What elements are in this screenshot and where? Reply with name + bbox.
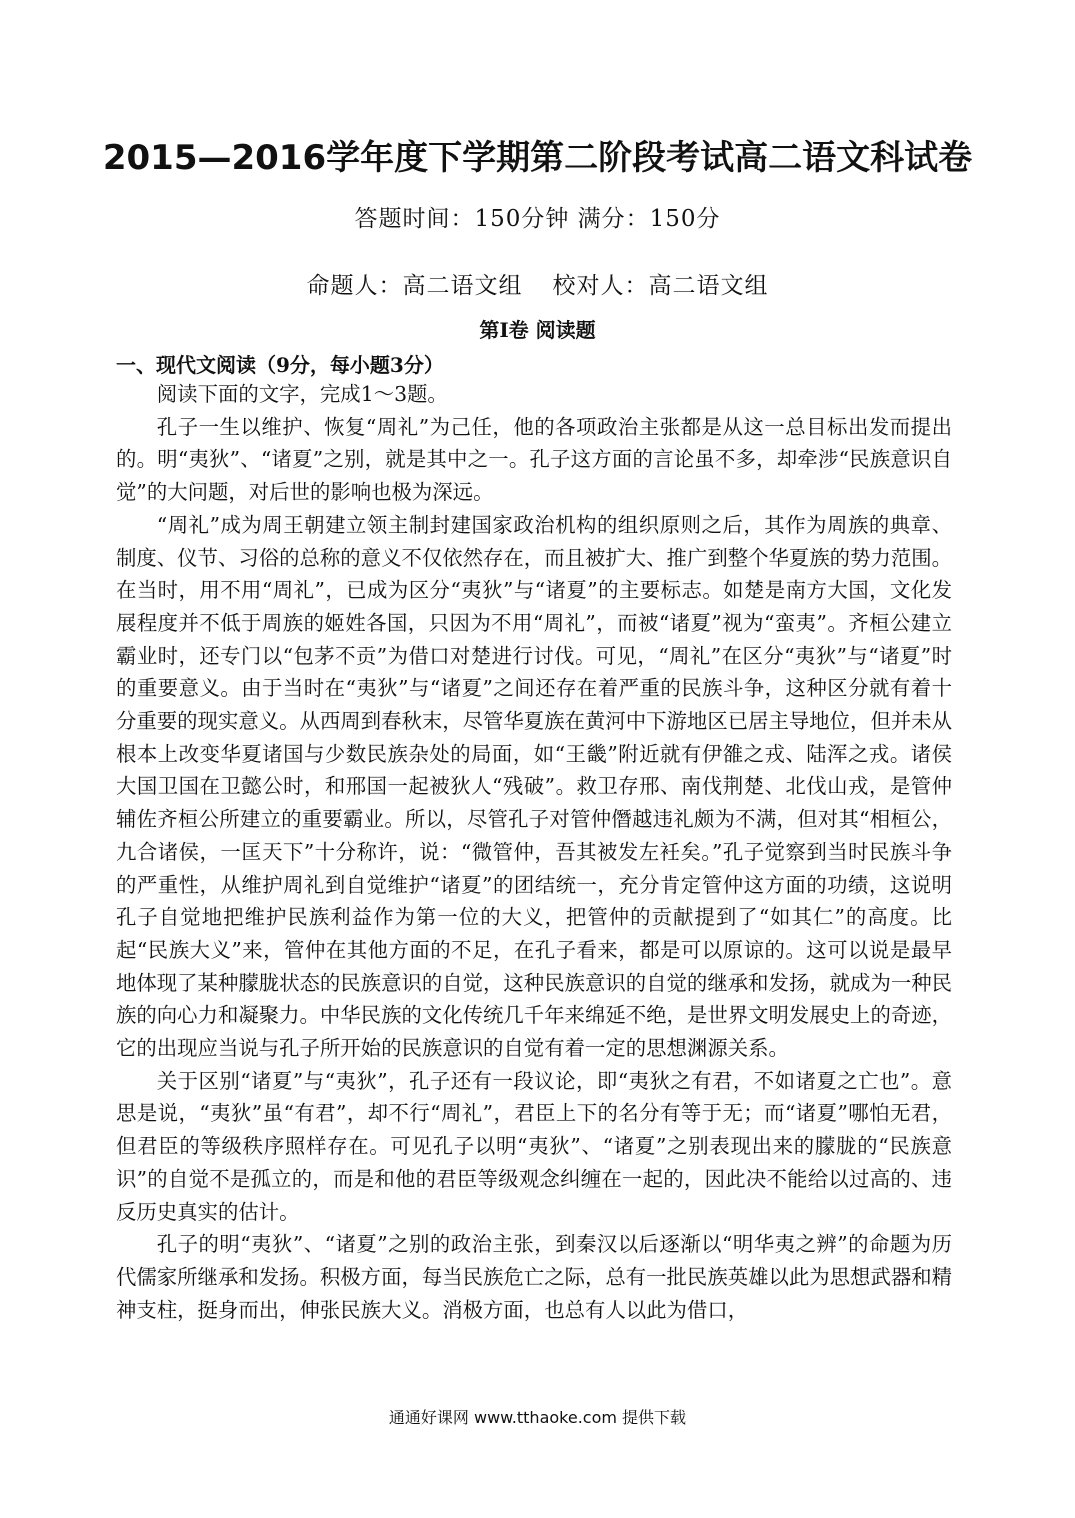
page-footer: 通通好课网 www.tthaoke.com 提供下载 [388,1408,687,1427]
exam-time-score: 答题时间：150分钟 满分：150分 [354,206,721,232]
instruction-line: 阅读下面的文字，完成1～3题。 [156,382,448,406]
passage-paragraph-2: “周礼”成为周王朝建立领主制封建国家政治机构的组织原则之后，其作为周族的典章、制度、仪节、习俗的总称的意义不仅依然存在，而且被扩大、推广到整个华夏族的势力范围。在当时，用不用“周礼”，已成为区分“夷狄”与“诸夏”的主要标志。如楚是南方大国，文化发展程度并不低于周族的姬姓各国，只因为不用“周礼”，而被“诸夏”视为“蛮夷”。齐桓公建立霸业时，还专门以“包茅不贡”为借口对楚进行讨伐。可见，“周礼”在区分“夷狄”与“诸夏”时的重要意义。由于当时在“夷狄”与“诸夏”之间还存在着严重的民族斗争，这种区分就有着十分重要的现实意义。从西周到春秋末，尽管华夏族在黄河中下游地区已居主导地位，但并未从根本上改变华夏诸国与少数民族杂处的局面，如“王畿”附近就有伊雒之戎、陆浑之戎。诸侯大国卫国在卫懿公时，和邢国一起被狄人“残破”。救卫存邢、南伐荆楚、北伐山戎，是管仲辅佐齐桓公所建立的重要霸业。所以，尽管孔子对管仲僭越违礼颇为不满，但对其“相桓公，九合诸侯，一匡天下”十分称许，说：“微管仲，吾其被发左衽矣。”孔子觉察到当时民族斗争的严重性，从维护周礼到自觉维护“诸夏”的团结统一，充分肯定管仲这方面的功绩，这说明孔子自觉地把维护民族利益作为第一位的大义，把管仲的贡献提到了“如其仁”的高度。比起“民族大义”来，管仲在其他方面的不足，在孔子看来，都是可以原谅的。这可以说是最早地体现了某种朦胧状态的民族意识的自觉，这种民族意识的自觉的继承和发扬，就成为一种民族的向心力和凝聚力。中华民族的文化传统几千年来绵延不绝，是世界文明发展史上的奇迹，它的出现应当说与孔子所开始的民族意识的自觉有着一定的思想渊源关系。 [116,512,953,1061]
exam-title: 2015—2016学年度下学期第二阶段考试高二语文科试卷 [102,138,973,178]
passage-body [116,378,952,1326]
passage-paragraph-4: 孔子的明“夷狄”、“诸夏”之别的政治主张，到秦汉以后逐渐以“明华夷之辨”的命题为历代儒家所继承和发扬。积极方面，每当民族危亡之际，总有一批民族英雄以此为思想武器和精神支柱，挺身而出，伸张民族大义。消极方面，也总有人以此为借口， [116,1232,953,1322]
part-heading: 一、现代文阅读（9分，每小题3分） [116,353,444,377]
section-title: 第Ⅰ卷 阅读题 [479,318,596,342]
passage-paragraph-3: 关于区别“诸夏”与“夷狄”，孔子还有一段议论，即“夷狄之有君，不如诸夏之亡也”。意思是说，“夷狄”虽“有君”，却不行“周礼”，君臣上下的名分有等于无；而“诸夏”哪怕无君，但君臣的等级秩序照样存在。可见孔子以明“夷狄”、“诸夏”之别表现出来的朦胧的“民族意识”的自觉不是孤立的，而是和他的君臣等级观念纠缠在一起的，因此决不能给以过高的、违反历史真实的估计。 [116,1068,952,1224]
proofreader-line: 校对人：高二语文组 [552,273,769,299]
author-line: 命题人：高二语文组 [306,273,523,299]
passage-paragraph-1: 孔子一生以维护、恢复“周礼”为己任，他的各项政治主张都是从这一总目标出发而提出的。明“夷狄”、“诸夏”之别，就是其中之一。孔子这方面的言论虽不多，却牵涉“民族意识自觉”的大问题，对后世的影响也极为深远。 [116,414,952,505]
exam-credits [0,267,1075,300]
